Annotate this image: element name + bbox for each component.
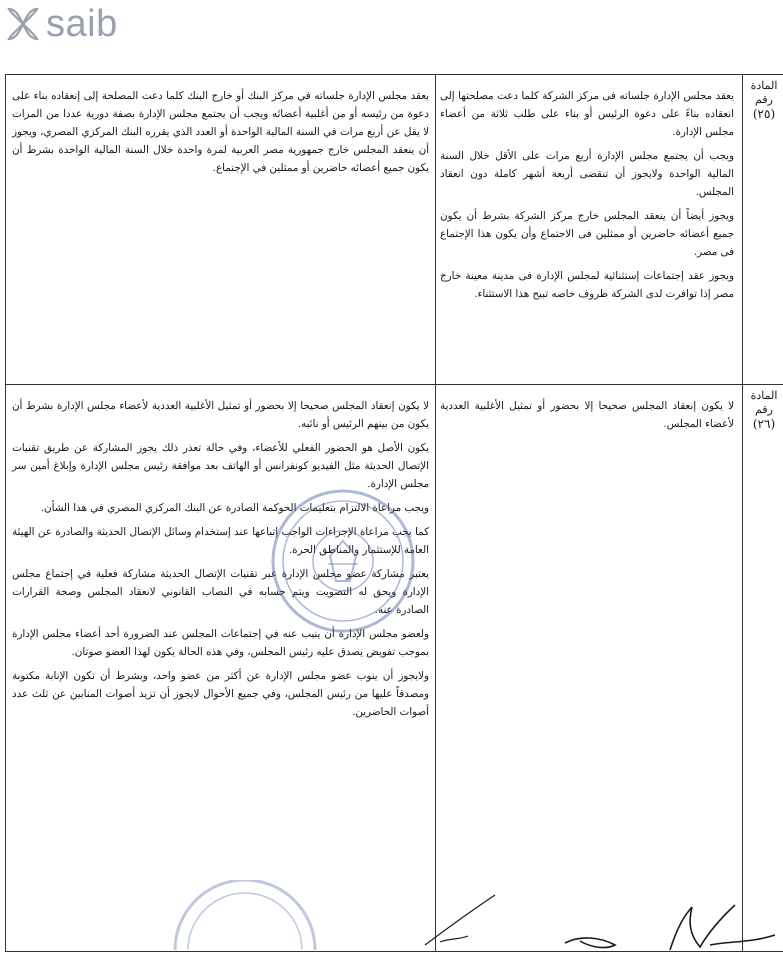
article-row [6,385,783,952]
brand-name: saib [46,4,118,44]
old-paragraph: ويجوز عقد إجتماعات إستثنائية لمجلس الإدارة فى مدينة معينة خارج مصر إذا توافرت لدى الشركة ظروف خاصه تبيح هذا الاستثناء. [436,267,742,303]
new-paragraph: يعقد مجلس الإدارة جلساته في مركز البنك أو خارج البنك كلما دعت المصلحة إلى إنعقاده بناء على دعوة من رئيسه أو من أغلبية أعضائه ويجب أن يجتمع مجلس الإدارة بصفة دورية عددا من المرات لا يقل عن أربع مرات في السنة المالية الواحدة أو العدد الذي يقرره البنك المركزي المصري، ويجوز أن ينعقد المجلس خارج جمهورية مصر العربية لمرة واحدة خلال السنة المالية الواحدة بشرط أن يكون جميع أعضائه حاضرين أو ممثلين في الإجتماع. [6,87,435,177]
article-number-cell [743,75,783,385]
new-text-cell [6,75,436,385]
old-paragraph: يعقد مجلس الإدارة جلساته فى مركز الشركة كلما دعت مصلحتها إلى انعقاده بناءً على دعوة الرئيس أو بناء على طلب ثلاثة من أعضاء مجلس الإدارة. [436,87,742,141]
article-number-prefix: رقم [743,93,783,107]
saib-logo [6,4,118,44]
new-paragraph: كما يجب مراعاة الإجراءات الواجب إتباعها عند إستخدام وسائل الإتصال الحديثة والصادرة عن الهيئة العامة للإستثمار والمناطق الحرة. [6,523,435,559]
article-row [6,75,783,385]
article-number: (٢٦) [743,417,783,431]
new-text-cell [6,385,436,952]
official-seal-icon [170,880,320,956]
new-paragraph: ولايجوز أن ينوب عضو مجلس الإدارة عن أكثر من عضو واحد، وبشرط أن تكون الإنابة مكتوبة ومصدقاً عليها من رئيس المجلس، وفي جميع الأحوال لايجوز أن تزيد أصوات المنابين عن ثلث عدد أصوات الحاضرين. [6,667,435,721]
old-text-cell [436,385,743,952]
new-paragraph: ويجب مراعاة الالتزام بتعليمات الحوكمة الصادرة عن البنك المركزي المصري في هذا الشأن. [6,499,435,517]
saib-x-logo-icon [6,5,40,43]
official-seal-icon [268,486,418,640]
new-paragraph: يعتبر مشاركة عضو مجلس الإدارة عبر تقنيات الإتصال الحديثة مشاركة فعلية في إجتماع مجلس الإدارة ويحق له التصويت ويتم حسابه في النصاب القانوني لانعقاد المجلس وصحة القرارات الصادرة عنه. [6,565,435,619]
new-paragraph: يكون الأصل هو الحضور الفعلي للأعضاء، وفي حالة تعذر ذلك يجوز المشاركة عن طريق تقنيات الإتصال الحديثة مثل الفيديو كونفرانس أو الهاتف بعد موافقة رئيس مجلس الإدارة وإبلاغ أمين سر مجلس الإدارة. [6,439,435,493]
old-paragraph: ويجوز أيضاً أن ينعقد المجلس خارج مركز الشركة بشرط أن يكون جميع أعضائه حاضرين أو ممثلين فى الاجتماع وأن يكون هذا الإجتماع فى مصر. [436,207,742,261]
article-number: (٢٥) [743,107,783,121]
old-paragraph: ويجب أن يجتمع مجلس الإدارة أربع مرات على الأقل خلال السنة المالية الواحدة ولايجوز أن تنقضى أربعة أشهر كاملة دون انعقاد المجلس. [436,147,742,201]
article-number-cell [743,385,783,952]
old-paragraph: لا يكون إنعقاد المجلس صحيحا إلا بحضور أو تمثيل الأغلبية العددية لأعضاء المجلس. [436,397,742,433]
article-number-prefix: رقم [743,403,783,417]
article-label: المادة [743,389,783,403]
new-paragraph: لا يكون إنعقاد المجلس صحيحا إلا بحضور أو تمثيل الأغلبية العددية لأعضاء مجلس الإدارة بشرط أن يكون من بينهم الرئيس أو نائبه. [6,397,435,433]
article-label: المادة [743,79,783,93]
old-text-cell [436,75,743,385]
new-paragraph: ولعضو مجلس الإدارة أن ينيب عنه في إجتماعات المجلس عند الضرورة أحد أعضاء مجلس الإدارة بموجب تفويض يصدق عليه رئيس المجلس، وفي هذه الحالة يكون لهذا العضو صوتان. [6,625,435,661]
